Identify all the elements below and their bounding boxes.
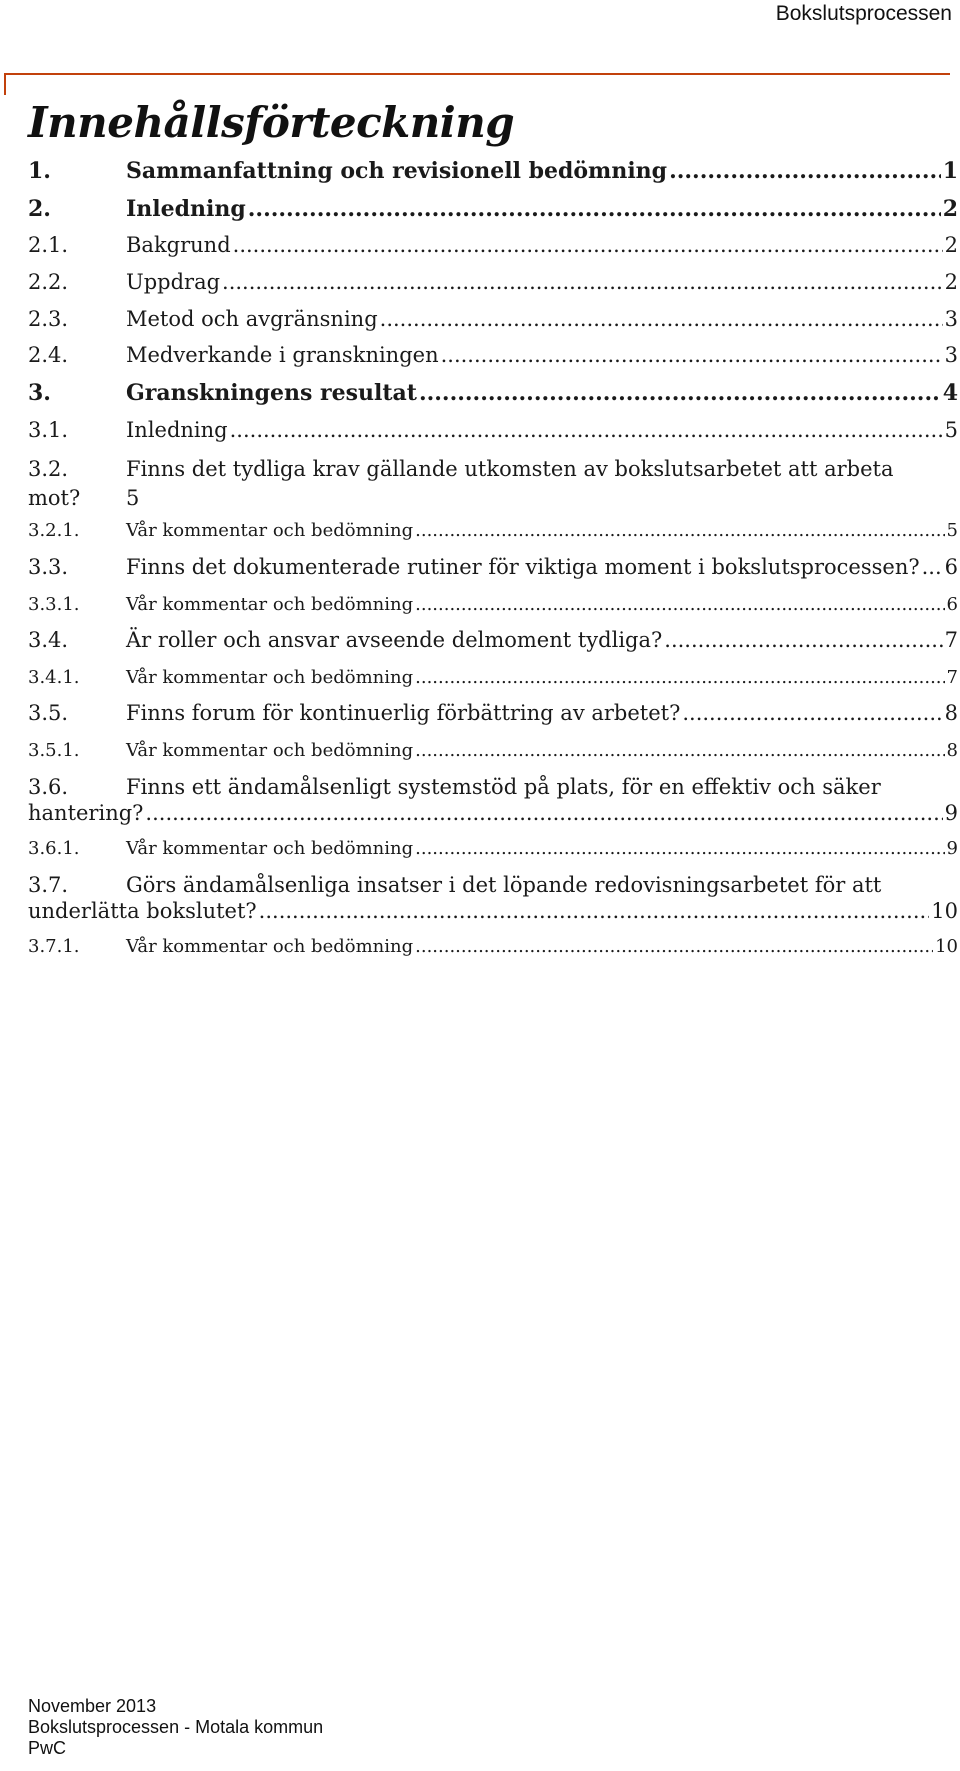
toc-page: 8 bbox=[944, 701, 958, 725]
toc-text: Sammanfattning och revisionell bedömning bbox=[126, 158, 668, 184]
toc-leader bbox=[233, 233, 943, 257]
toc-page: 5 bbox=[126, 486, 140, 510]
toc-text: Görs ändamålsenliga insatser i det löpande redovisningsarbetet för att bbox=[126, 873, 882, 897]
toc-leader bbox=[415, 594, 944, 615]
toc-leader bbox=[248, 196, 941, 222]
toc-text: Medverkande i granskningen bbox=[126, 343, 439, 367]
toc-number: 3. bbox=[28, 380, 51, 406]
toc-number: 3.4. bbox=[28, 628, 69, 652]
toc-leader bbox=[259, 898, 930, 924]
toc-page: 9 bbox=[946, 838, 958, 859]
toc-page: 2 bbox=[944, 233, 958, 257]
toc-entry[interactable] bbox=[28, 233, 958, 257]
toc-number: 3.2.1. bbox=[28, 520, 80, 541]
toc-text: Vår kommentar och bedömning bbox=[126, 667, 414, 688]
toc-leader bbox=[415, 667, 944, 688]
toc-page: 9 bbox=[944, 801, 958, 825]
toc-text: Finns det tydliga krav gällande utkomsten av bokslutsarbetet att arbeta bbox=[126, 457, 894, 481]
toc-entry[interactable] bbox=[28, 520, 958, 541]
toc-entry[interactable] bbox=[28, 774, 958, 826]
toc-leader bbox=[222, 270, 943, 294]
running-header: Bokslutsprocessen bbox=[775, 2, 952, 25]
toc-number: 3.5. bbox=[28, 701, 69, 725]
toc-text: Bakgrund bbox=[126, 233, 231, 257]
toc-text: Vår kommentar och bedömning bbox=[126, 936, 414, 957]
toc-leader bbox=[415, 740, 944, 761]
toc-leader bbox=[415, 936, 933, 957]
toc-number: 3.4.1. bbox=[28, 667, 80, 688]
toc-number: 3.6.1. bbox=[28, 838, 80, 859]
toc-page: 2 bbox=[944, 270, 958, 294]
toc-number: 3.3.1. bbox=[28, 594, 80, 615]
toc-entry[interactable] bbox=[28, 270, 958, 294]
page-title: Innehållsförteckning bbox=[28, 98, 515, 147]
toc-text: Finns det dokumenterade rutiner för viktiga moment i bokslutsprocessen? bbox=[126, 555, 920, 579]
toc-number: 2. bbox=[28, 196, 51, 222]
toc-entry[interactable] bbox=[28, 196, 958, 222]
toc-leader bbox=[380, 307, 943, 331]
footer-organization: PwC bbox=[28, 1738, 67, 1758]
toc-text-continued: underlätta bokslutet? bbox=[28, 899, 257, 923]
toc-entry[interactable] bbox=[28, 158, 958, 184]
header-rule-corner bbox=[4, 73, 6, 95]
toc-page: 7 bbox=[944, 628, 958, 652]
toc-leader bbox=[664, 628, 942, 652]
toc-leader bbox=[145, 800, 942, 826]
toc-number: 2.2. bbox=[28, 270, 69, 294]
toc-number: 2.3. bbox=[28, 307, 69, 331]
toc-leader bbox=[922, 555, 943, 579]
toc-text: Metod och avgränsning bbox=[126, 307, 378, 331]
toc-page: 6 bbox=[946, 594, 958, 615]
toc-page: 5 bbox=[946, 520, 958, 541]
toc-page: 10 bbox=[935, 936, 958, 957]
toc-entry[interactable] bbox=[28, 555, 958, 579]
toc-entry[interactable] bbox=[28, 307, 958, 331]
toc-page: 2 bbox=[942, 196, 958, 222]
toc-text-continued: mot? bbox=[28, 486, 81, 510]
toc-entry[interactable] bbox=[28, 628, 958, 652]
toc-leader bbox=[415, 520, 944, 541]
toc-number: 3.7.1. bbox=[28, 936, 80, 957]
toc-text: Granskningens resultat bbox=[126, 380, 417, 406]
toc-page: 7 bbox=[946, 667, 958, 688]
toc-page: 5 bbox=[944, 418, 958, 442]
toc-text: Vår kommentar och bedömning bbox=[126, 838, 414, 859]
toc-entry[interactable] bbox=[28, 455, 958, 513]
toc-text-continued: hantering? bbox=[28, 801, 144, 825]
toc-number: 3.6. bbox=[28, 775, 69, 799]
toc-number: 3.7. bbox=[28, 873, 69, 897]
toc-text: Vår kommentar och bedömning bbox=[126, 594, 414, 615]
toc-number: 3.1. bbox=[28, 418, 69, 442]
header-rule bbox=[4, 73, 950, 75]
toc-page: 3 bbox=[944, 307, 958, 331]
toc-entry[interactable] bbox=[28, 380, 958, 406]
toc-entry[interactable] bbox=[28, 667, 958, 688]
toc-text: Vår kommentar och bedömning bbox=[126, 520, 414, 541]
toc-leader bbox=[230, 418, 943, 442]
toc-number: 3.3. bbox=[28, 555, 69, 579]
toc-entry[interactable] bbox=[28, 838, 958, 859]
toc-entry[interactable] bbox=[28, 418, 958, 442]
footer-document: Bokslutsprocessen - Motala kommun bbox=[28, 1717, 324, 1737]
toc-leader bbox=[682, 701, 942, 725]
toc-number: 3.5.1. bbox=[28, 740, 80, 761]
toc-leader bbox=[669, 158, 941, 184]
toc-text: Inledning bbox=[126, 418, 228, 442]
toc-page: 6 bbox=[944, 555, 958, 579]
toc-entry[interactable] bbox=[28, 740, 958, 761]
toc-page: 1 bbox=[942, 158, 958, 184]
footer-date: November 2013 bbox=[28, 1696, 157, 1716]
page-footer bbox=[28, 1696, 323, 1759]
toc-leader bbox=[419, 380, 941, 406]
toc-entry[interactable] bbox=[28, 594, 958, 615]
toc-text: Finns forum för kontinuerlig förbättring av arbetet? bbox=[126, 701, 681, 725]
toc-text: Inledning bbox=[126, 196, 246, 222]
toc-text: Vår kommentar och bedömning bbox=[126, 740, 414, 761]
toc-leader bbox=[415, 838, 944, 859]
toc-page: 3 bbox=[944, 343, 958, 367]
toc-text: Är roller och ansvar avseende delmoment tydliga? bbox=[126, 628, 663, 652]
toc-number: 1. bbox=[28, 158, 51, 184]
toc-entry[interactable] bbox=[28, 936, 958, 957]
toc-number: 2.4. bbox=[28, 343, 69, 367]
toc-number: 3.2. bbox=[28, 457, 69, 481]
toc-page: 10 bbox=[931, 899, 958, 923]
toc-page: 8 bbox=[946, 740, 958, 761]
toc-number: 2.1. bbox=[28, 233, 69, 257]
toc-entry[interactable] bbox=[28, 872, 958, 924]
toc-text: Finns ett ändamålsenligt systemstöd på plats, för en effektiv och säker bbox=[126, 775, 881, 799]
toc-text: Uppdrag bbox=[126, 270, 221, 294]
toc-entry[interactable] bbox=[28, 343, 958, 367]
toc-entry[interactable] bbox=[28, 701, 958, 725]
toc-leader bbox=[441, 343, 943, 367]
toc-page: 4 bbox=[942, 380, 958, 406]
